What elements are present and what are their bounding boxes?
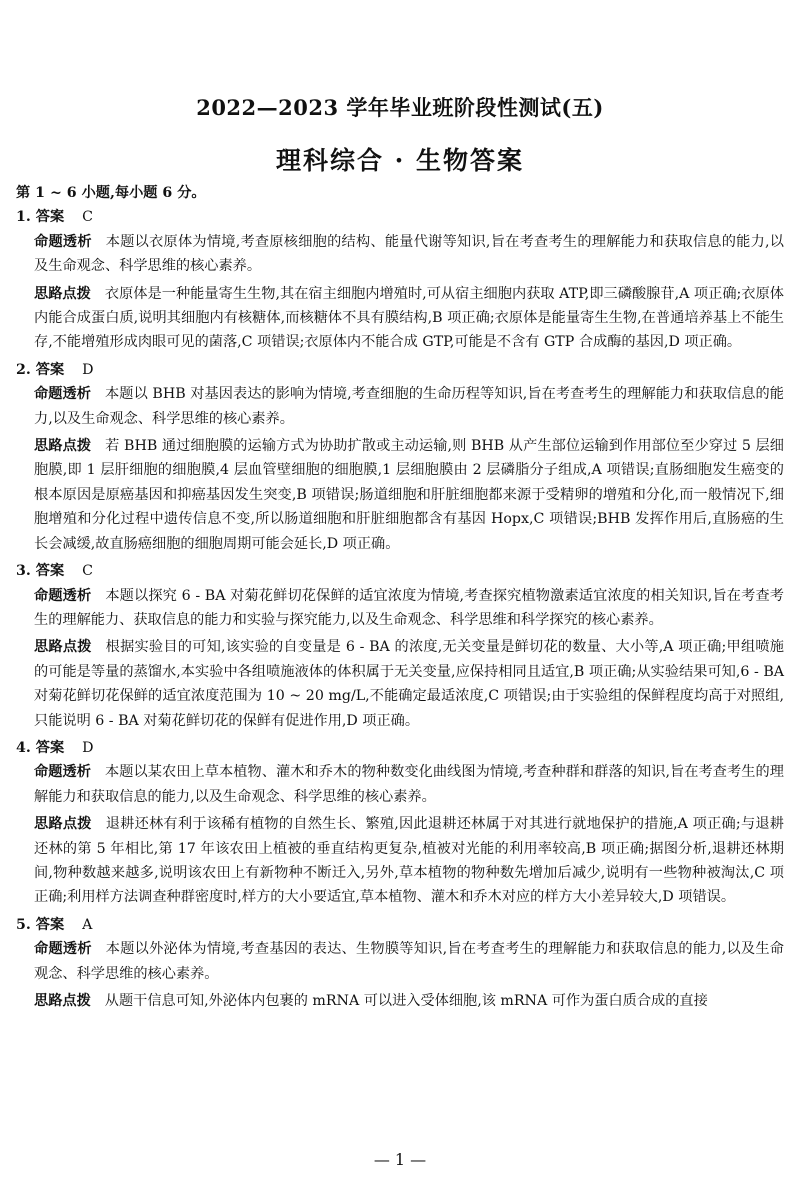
analysis-paragraph — [34, 584, 784, 633]
section-intro: 第 1 ~ 6 小题,每小题 6 分。 — [16, 185, 206, 201]
question-number: 3. 答案 — [16, 563, 65, 580]
answer-line — [16, 736, 784, 760]
hint-label: 思路点拨 — [34, 438, 92, 455]
question-block — [16, 358, 784, 556]
analysis-label: 命题透析 — [34, 764, 92, 781]
answer-line — [16, 205, 784, 229]
answer-choice: A — [82, 916, 93, 933]
hint-text: 退耕还林有利于该稀有植物的自然生长、繁殖,因此退耕还林属于对其进行就地保护的措施,A 项正确;与退耕还林的第 5 年相比,第 17 年该农田上植被的垂直结构更复杂,植被对光能的利用率较高,B 项正确;据图分析,退耕还林期间,物种数越来越多,说明该农田上有新物种不断迁入,另外,草本植物的物种数先增加后减少,说明有一些物种被淘汰,C 项正确;利用样方法调查种群密度时,样方的大小要适宜,草本植物、灌木和乔木对应的样方大小差异较大,D 项错误。 — [34, 816, 784, 906]
hint-label: 思路点拨 — [34, 285, 91, 302]
answer-choice: C — [82, 563, 93, 580]
hint-text: 若 BHB 通过细胞膜的运输方式为协助扩散或主动运输,则 BHB 从产生部位运输到作用部位至少穿过 5 层细胞膜,即 1 层肝细胞的细胞膜,4 层血管壁细胞的细胞膜,1 层细胞膜由 2 层磷脂分子组成,A 项错误;直肠细胞发生癌变的根本原因是原癌基因和抑癌基因发生突变,B 项错误;肠道细胞和肝脏细胞都来源于受精卵的增殖和分化,而一般情况下,细胞增殖和分化过程中遗传信息不变,所以肠道细胞和肝脏细胞都含有基因 Hopx,C 项错误;BHB 发挥作用后,直肠癌的生长会减缓,故直肠癌细胞的细胞周期可能会延长,D 项正确。 — [34, 438, 784, 552]
analysis-label: 命题透析 — [34, 386, 92, 403]
hint-text: 衣原体是一种能量寄生生物,其在宿主细胞内增殖时,可从宿主细胞内获取 ATP,即三磷酸腺苷,A 项正确;衣原体内能合成蛋白质,说明其细胞内有核糖体,而核糖体不具有膜结构,B 项正确;衣原体是能量寄生生物,在普通培养基上不能生存,不能增殖形成肉眼可见的菌落,C 项错误;衣原体内不能合成 GTP,可能是不含有 GTP 合成酶的基因,D 项正确。 — [34, 285, 784, 351]
question-number: 2. 答案 — [16, 361, 65, 378]
analysis-text: 本题以外泌体为情境,考查基因的表达、生物膜等知识,旨在考查考生的理解能力和获取信息的能力,以及生命观念、科学思维的核心素养。 — [34, 941, 784, 982]
analysis-label: 命题透析 — [34, 233, 92, 250]
hint-paragraph — [34, 812, 784, 910]
answer-line — [16, 358, 784, 382]
answer-line — [16, 559, 784, 583]
question-number: 5. 答案 — [16, 916, 65, 933]
page-number: — 1 — — [373, 1150, 427, 1169]
analysis-text: 本题以探究 6 - BA 对菊花鲜切花保鲜的适宜浓度为情境,考查探究植物激素适宜浓度的相关知识,旨在考查考生的理解能力、获取信息的能力和实验与探究能力,以及生命观念、科学思维和科学探究的核心素养。 — [34, 587, 784, 628]
hint-paragraph — [34, 434, 784, 556]
hint-text: 从题干信息可知,外泌体内包裹的 mRNA 可以进入受体细胞,该 mRNA 可作为蛋白质合成的直接 — [104, 993, 708, 1009]
hint-paragraph — [34, 282, 784, 355]
analysis-paragraph — [34, 230, 784, 279]
analysis-paragraph — [34, 382, 784, 431]
answer-choice: D — [82, 361, 94, 378]
hint-text: 根据实验目的可知,该实验的自变量是 6 - BA 的浓度,无关变量是鲜切花的数量、大小等,A 项正确;甲组喷施的可能是等量的蒸馏水,本实验中各组喷施液体的体积属于无关变量,应保持相同且适宜,B 项正确;从实验结果可知,6 - BA 对菊花鲜切花保鲜的适宜浓度范围为 10 ~ 20 mg/L,不能确定最适浓度,C 项错误;由于实验组的保鲜程度均高于对照组,只能说明 6 - BA 对菊花鲜切花的保鲜有促进作用,D 项正确。 — [34, 639, 784, 729]
answer-line — [16, 913, 784, 937]
question-block — [16, 205, 784, 354]
answer-choice: C — [82, 209, 93, 226]
hint-label: 思路点拨 — [34, 816, 92, 833]
question-block — [16, 736, 784, 910]
answer-choice: D — [82, 739, 94, 756]
hint-paragraph — [34, 989, 784, 1013]
hint-label: 思路点拨 — [34, 639, 92, 656]
page-title: 2022—2023 学年毕业班阶段性测试(五) — [196, 95, 604, 120]
answer-content — [16, 181, 784, 1016]
question-number: 4. 答案 — [16, 739, 65, 756]
question-number: 1. 答案 — [16, 209, 65, 226]
analysis-label: 命题透析 — [34, 587, 92, 604]
analysis-text: 本题以 BHB 对基因表达的影响为情境,考查细胞的生命历程等知识,旨在考查考生的理解能力和获取信息的能力,以及生命观念、科学思维的核心素养。 — [34, 386, 784, 427]
question-block — [16, 913, 784, 1014]
hint-label: 思路点拨 — [34, 993, 91, 1009]
page-subtitle: 理科综合 · 生物答案 — [275, 146, 525, 175]
analysis-text: 本题以衣原体为情境,考查原核细胞的结构、能量代谢等知识,旨在考查考生的理解能力和获取信息的能力,以及生命观念、科学思维的核心素养。 — [34, 233, 784, 275]
analysis-paragraph — [34, 937, 784, 986]
analysis-label: 命题透析 — [34, 941, 92, 958]
question-block — [16, 559, 784, 733]
analysis-paragraph — [34, 760, 784, 809]
hint-paragraph — [34, 635, 784, 733]
analysis-text: 本题以某农田上草本植物、灌木和乔木的物种数变化曲线图为情境,考查种群和群落的知识,旨在考查考生的理解能力和获取信息的能力,以及生命观念、科学思维的核心素养。 — [34, 764, 784, 805]
